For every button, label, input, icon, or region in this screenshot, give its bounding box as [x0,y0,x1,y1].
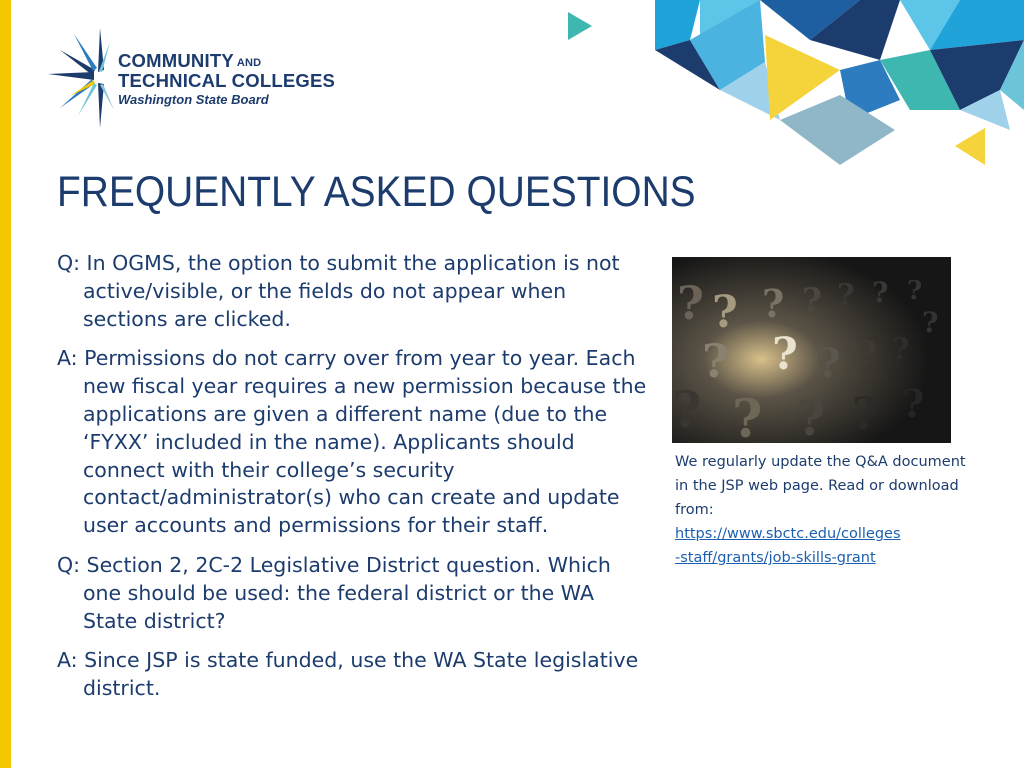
link-line-1[interactable]: https://www.sbctc.edu/colleges [675,526,901,542]
faq-question: Q: Section 2, 2C-2 Legislative District question. Which one should be used: the federal district or the WA State district? [57,552,611,633]
page-title: FREQUENTLY ASKED QUESTIONS [57,168,696,216]
logo-text-line2: TECHNICAL COLLEGES [118,70,336,91]
svg-text:?: ? [712,287,738,338]
caption [675,450,975,570]
svg-text:?: ? [817,340,841,387]
link-line-2[interactable]: -staff/grants/job-skills-grant [675,550,876,566]
svg-text:?: ? [772,329,798,380]
svg-text:?: ? [702,334,729,388]
svg-text:?: ? [732,389,763,443]
faq-list [57,250,647,715]
svg-text:?: ? [892,332,910,367]
svg-text:?: ? [872,276,889,309]
caption-text: We regularly update the Q&A document in the JSP web page. Read or download from: [675,454,966,518]
left-accent-bar [0,0,11,768]
svg-text:?: ? [797,391,826,443]
faq-question: Q: In OGMS, the option to submit the application is not active/visible, or the fields do not appear when sections are clicked. [57,251,620,331]
svg-text:?: ? [902,381,925,426]
svg-text:?: ? [922,306,939,339]
svg-text:?: ? [677,276,704,330]
decorative-triangles [560,0,1024,170]
svg-text:?: ? [762,281,785,326]
faq-answer: A: Permissions do not carry over from year to year. Each new fiscal year requires a new permission because the applications are given a different name (due to the ‘FYXX’ included in the name). Applicants should connect with their college’s security contact/administrator(s) who can create and update user accounts and permissions for their staff. [57,346,647,538]
svg-text:?: ? [907,276,923,306]
question-marks-photo [672,257,951,443]
svg-text:?: ? [837,278,855,313]
sbctc-logo [48,28,348,128]
logo-text-line1: COMMUNITY AND [118,50,262,71]
svg-text:?: ? [672,380,702,439]
starburst-logo-icon [48,28,116,128]
logo-text-line3: Washington State Board [118,92,269,107]
svg-text:?: ? [802,281,822,321]
svg-text:?: ? [857,334,877,374]
faq-answer: A: Since JSP is state funded, use the WA State legislative district. [57,648,639,701]
jsp-webpage-link[interactable] [675,522,975,570]
svg-text:?: ? [852,389,878,440]
